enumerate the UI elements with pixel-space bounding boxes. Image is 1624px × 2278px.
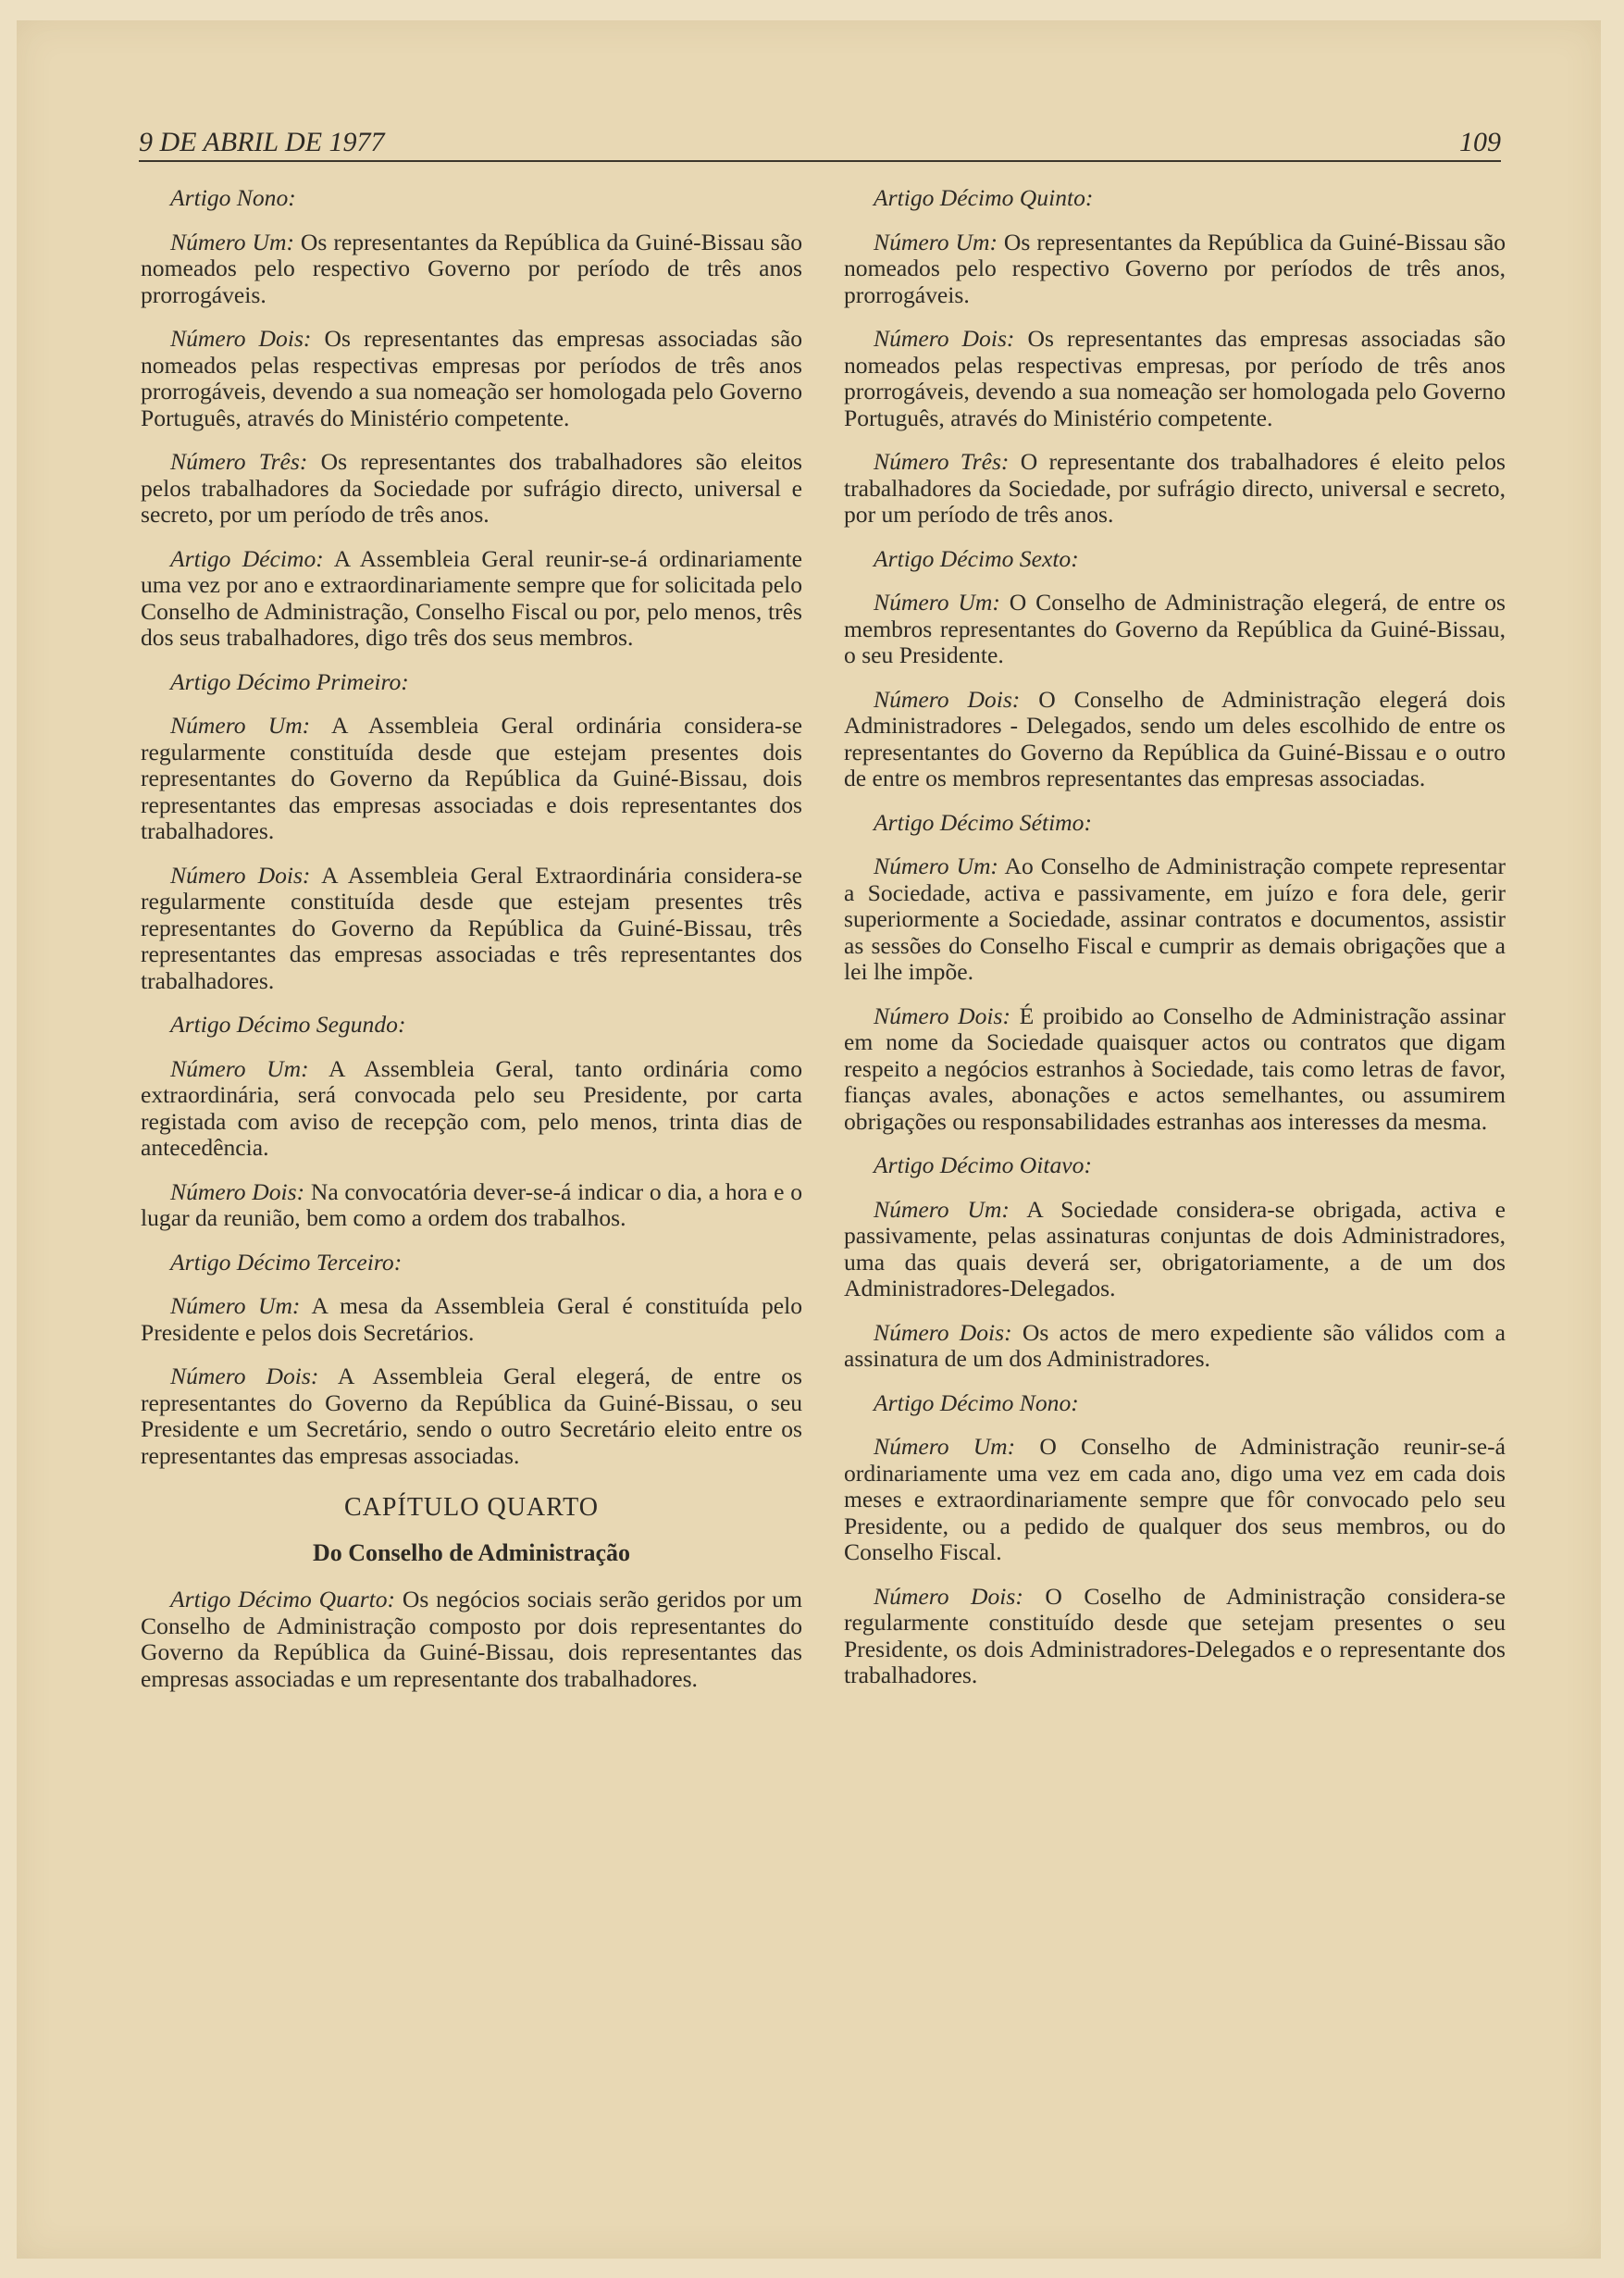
article-heading: Artigo Décimo Segundo: [170, 1011, 406, 1038]
paragraph-label: Número Dois: [874, 1318, 1012, 1346]
paragraph [141, 713, 802, 845]
paragraph [844, 230, 1506, 309]
article-heading: Artigo Décimo Terceiro: [170, 1248, 403, 1276]
paragraph [141, 230, 802, 309]
paragraph-text: Os negócios sociais serão geridos por um Conselho de Administração composto por dois representantes do Governo da República da Guiné-Bissau, dois representantes das empresas associadas e um representante dos trabalhadores. [141, 1586, 802, 1692]
article-heading: Artigo Décimo Sétimo: [874, 808, 1092, 836]
paragraph-text: Os representantes dos trabalhadores são eleitos pelos trabalhadores da Sociedade por sufrágio directo, universal e secreto, por um período de três anos. [141, 448, 802, 528]
paragraph [141, 326, 802, 431]
paragraph-text: A Assembleia Geral reunir-se-á ordinariamente uma vez por ano e extraordinariamente sempre que for solicitada pelo Conselho de Administração, Conselho Fiscal ou por, pelo menos, três dos seus trabalhadores, digo três dos seus membros. [141, 544, 802, 651]
paragraph-text: A Assembleia Geral, tanto ordinária como extraordinária, será convocada pelo seu Presidente, por carta registada com aviso de recepção com, pelo menos, trinta dias de antecedência. [141, 1054, 803, 1161]
paragraph-text: Os representantes da República da Guiné-Bissau são nomeados pelo respectivo Governo por períodos de três anos, prorrogáveis. [844, 228, 1506, 308]
page-number: 109 [1459, 127, 1501, 157]
paragraph-label: Número Um: [874, 589, 1000, 616]
section-heading: Do Conselho de Administração [312, 1538, 631, 1566]
paragraph-text: Ao Conselho de Administração compete representar a Sociedade, activa e passivamente, em juízo e fora dele, gerir superiormente a Sociedade, assinar contratos e documentos, assistir as sessões do Conselho Fiscal e cumprir as demais obrigações que a lei lhe impõe. [844, 853, 1506, 985]
paragraph-text: Os representantes da República da Guiné-Bissau são nomeados pelo respectivo Governo por período de três anos prorrogáveis. [141, 228, 802, 308]
paragraph-label: Número Dois: [874, 1002, 1011, 1029]
paragraph [141, 1293, 802, 1346]
paragraph [844, 1003, 1506, 1136]
paragraph [141, 863, 802, 995]
article-heading: Artigo Nono: [170, 184, 296, 211]
article-heading: Artigo Décimo Oitavo: [874, 1151, 1092, 1178]
article-heading: Artigo Décimo Nono: [874, 1388, 1079, 1416]
paragraph-text: A Assembleia Geral ordinária considera-se regularmente constituída desde que estejam presentes dois representantes do Governo da República da Guiné-Bissau, dois representantes das empresas associadas e dois representantes dos trabalhadores. [141, 712, 802, 844]
paragraph-text: O Conselho de Administração elegerá dois Administradores - Delegados, sendo um deles escolhido de entre os representantes do Governo da República da Guiné-Bissau e o outro de entre os membros representantes das empresas associadas. [844, 685, 1506, 791]
paragraph [844, 326, 1506, 431]
paragraph-label: Número Três: [170, 448, 308, 475]
paragraph-label: Número Um: [170, 712, 311, 739]
paragraph-label: Artigo Décimo Quarto: [170, 1586, 396, 1612]
paragraph [141, 1363, 802, 1469]
paragraph [844, 1197, 1506, 1302]
article-heading: Artigo Décimo Primeiro: [170, 667, 409, 695]
paragraph-text: Na convocatória dever-se-á indicar o dia, a hora e o lugar da reunião, bem como a ordem dos trabalhos. [141, 1177, 802, 1231]
paragraph-label: Número Um: [874, 1433, 1016, 1460]
left-column [141, 185, 802, 1710]
paragraph-text: A Assembleia Geral Extraordinária considera-se regularmente constituída desde que estejam presentes três representantes do Governo da República da Guiné-Bissau, três representantes das empresas associadas e três representantes dos trabalhadores. [141, 861, 802, 994]
header-rule [139, 160, 1501, 162]
paragraph [141, 546, 802, 652]
page-date: 9 DE ABRIL DE 1977 [139, 127, 385, 157]
chapter-heading: CAPÍTULO QUARTO [344, 1493, 599, 1522]
paragraph-text: É proibido ao Conselho de Administração assinar em nome da Sociedade quaisquer actos ou contratos que digam respeito a negócios estranhos à Sociedade, tais como letras de favor, fianças avales, abonações e actos semelhantes, ou assumirem obrigações ou responsabilidades estranhas aos interesses da mesma. [844, 1002, 1506, 1135]
paragraph-text: A Sociedade considera-se obrigada, activa e passivamente, pelas assinaturas conjuntas de dois Administradores, uma das quais deverá ser, obrigatoriamente, a de um dos Administradores-Delegados. [844, 1195, 1506, 1301]
paragraph-label: Número Um: [170, 228, 294, 255]
paragraph [141, 1179, 802, 1232]
paragraph-text: Os representantes das empresas associadas são nomeados pelas respectivas empresas, por período de três anos prorrogáveis, devendo a sua nomeação ser homologada pelo Governo Português, através do Ministério competente. [844, 325, 1506, 431]
paragraph [141, 449, 802, 529]
paragraph-label: Número Um: [170, 1292, 301, 1319]
paragraph-label: Número Dois: [874, 685, 1021, 713]
paragraph-text: O representante dos trabalhadores é eleito pelos trabalhadores da Sociedade, por sufrágio directo, universal e secreto, por um período de três anos. [844, 448, 1506, 528]
paragraph [844, 590, 1506, 669]
paragraph-text: O Conselho de Administração reunir-se-á ordinariamente uma vez em cada ano, digo uma vez em cada dois meses e extraordinariamente sempre que fôr convocado pelo seu Presidente, ou a pedido de qualquer dos seus membros, ou do Conselho Fiscal. [844, 1433, 1506, 1565]
article-heading: Artigo Décimo Quinto: [874, 184, 1094, 211]
paragraph [844, 1584, 1506, 1689]
paragraph-label: Número Um: [874, 1195, 1010, 1223]
paragraph-label: Número Um: [874, 853, 998, 879]
paragraph-label: Número Dois: [170, 1363, 319, 1389]
paragraph-text: O Coselho de Administração considera-se regularmente constituído desde que setejam presentes o seu Presidente, os dois Administradores-Delegados e o representante dos trabalhadores. [844, 1582, 1506, 1688]
paragraph [844, 1320, 1506, 1373]
paragraph [141, 1056, 802, 1162]
paragraph-text: O Conselho de Administração elegerá, de entre os membros representantes do Governo da República da Guiné-Bissau, o seu Presidente. [844, 589, 1506, 668]
paragraph-label: Número Três: [874, 448, 1010, 475]
paragraph-label: Número Um: [170, 1054, 309, 1082]
paragraph-text: Os representantes das empresas associadas são nomeados pelas respectivas empresas por períodos de três anos prorrogáveis, devendo a sua nomeação ser homologada pelo Governo Português, através do Ministério competente. [141, 325, 802, 431]
paragraph-text: A mesa da Assembleia Geral é constituída pelo Presidente e pelos dois Secretários. [141, 1292, 803, 1346]
page-header [139, 127, 1501, 164]
paragraph [844, 853, 1506, 986]
paragraph [844, 687, 1506, 792]
paragraph [844, 1434, 1506, 1566]
paragraph-text: A Assembleia Geral elegerá, de entre os representantes do Governo da República da Guiné-Bissau, o seu Presidente e um Secretário, sendo o outro Secretário eleito entre os representantes das empresas associadas. [141, 1363, 802, 1469]
paragraph-label: Número Dois: [170, 1177, 305, 1205]
paragraph-label: Número Dois: [170, 325, 312, 352]
paragraph-label: Número Dois: [874, 325, 1015, 352]
paragraph [141, 1587, 802, 1692]
article-heading: Artigo Décimo Sexto: [874, 544, 1079, 572]
right-column [844, 185, 1506, 1707]
paragraph-text: Os actos de mero expediente são válidos com a assinatura de um dos Administradores. [844, 1318, 1506, 1372]
paragraph-label: Número Dois: [170, 861, 311, 889]
paragraph-label: Artigo Décimo: [170, 544, 324, 572]
paragraph [844, 449, 1506, 529]
paragraph-label: Número Dois: [874, 1582, 1023, 1610]
paragraph-label: Número Um: [874, 228, 998, 255]
